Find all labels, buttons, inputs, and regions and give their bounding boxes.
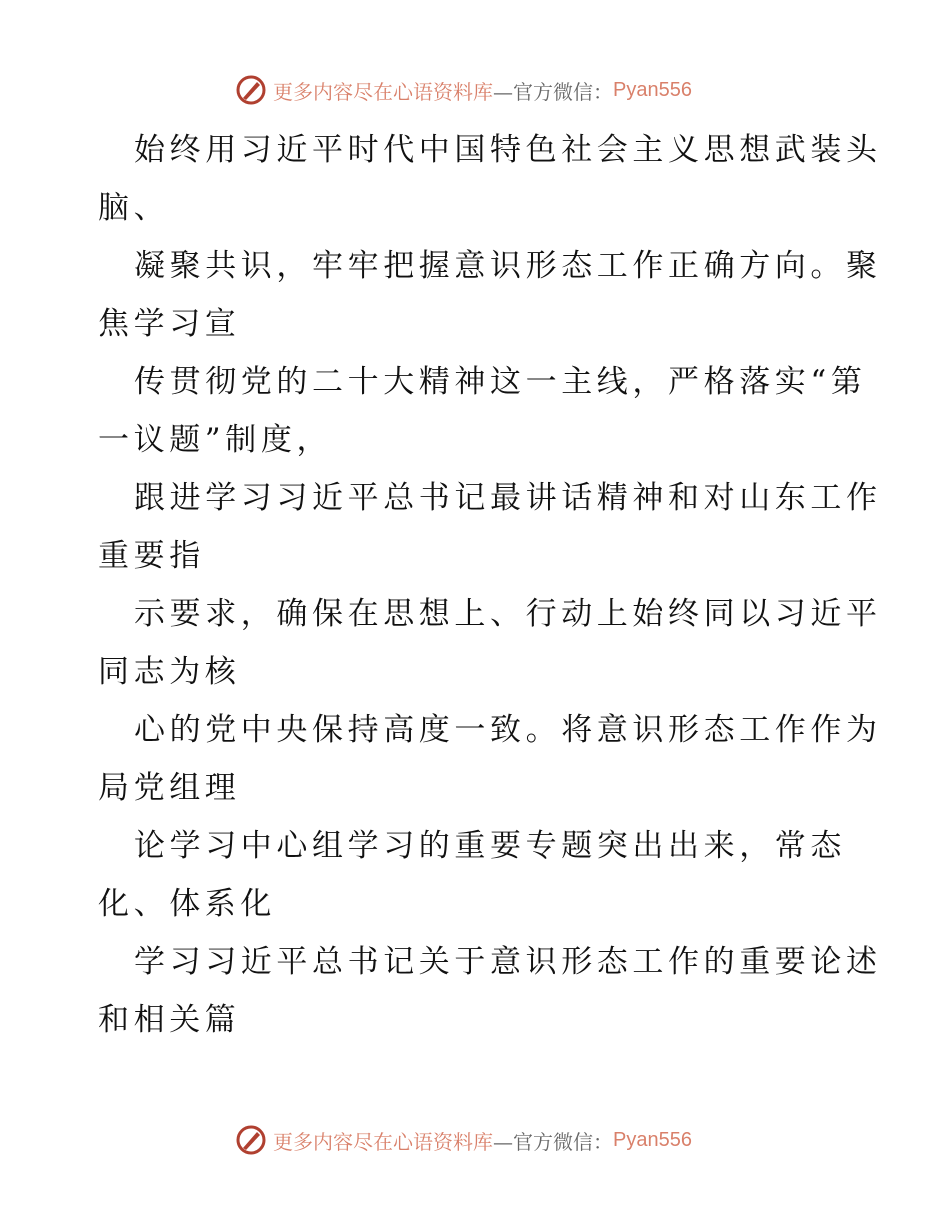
paragraph-line: 脑、 [98,190,170,226]
paragraph-line: 论学习中心组学习的重要专题突出出来，常态 [134,828,846,864]
paragraph-line: 凝聚共识，牢牢把握意识形态工作正确方向。聚 [134,248,882,284]
watermark-text: 更多内容尽在心语资料库 [273,1129,493,1154]
watermark-dash: —官方微信： [493,79,613,104]
paragraph-line: 传贯彻党的二十大精神这一主线，严格落实“第 [134,364,867,400]
paragraph-line: 学习习近平总书记关于意识形态工作的重要论述 [134,944,882,980]
watermark-id: Pyan556 [613,1128,692,1151]
paragraph-line: 一议题”制度， [98,422,333,458]
paragraph-line: 跟进学习习近平总书记最讲话精神和对山东工作 [134,480,882,516]
pen-logo-icon [235,1124,267,1156]
watermark-dash: —官方微信： [493,1129,613,1154]
paragraph-line: 和相关篇 [98,1002,241,1038]
paragraph-line: 同志为核 [98,654,241,690]
paragraph-line: 始终用习近平时代中国特色社会主义思想武装头 [134,132,882,168]
paragraph-line: 示要求，确保在思想上、行动上始终同以习近平 [134,596,882,632]
paragraph-line: 重要指 [98,538,205,574]
header-watermark [235,72,715,108]
paragraph-line: 化、体系化 [98,886,276,922]
watermark-id: Pyan556 [613,78,692,101]
watermark-text: 更多内容尽在心语资料库 [273,79,493,104]
paragraph-line: 焦学习宣 [98,306,241,342]
paragraph-line: 心的党中央保持高度一致。将意识形态工作作为 [134,712,882,748]
footer-watermark [235,1122,715,1158]
pen-logo-icon [235,74,267,106]
paragraph-line: 局党组理 [98,770,241,806]
